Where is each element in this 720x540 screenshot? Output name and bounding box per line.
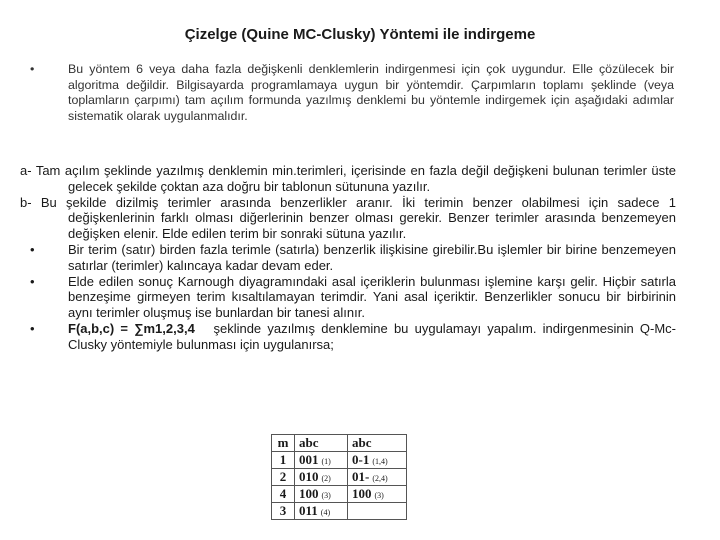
step-label: a- [20,163,32,178]
column-header: abc [348,435,407,452]
step-label: b- [20,194,32,210]
step-item [20,242,676,274]
cell-term: 010 (2) [295,469,348,486]
bullet-icon: • [30,273,35,289]
step-item [20,163,676,195]
cell-m: 1 [272,452,295,469]
cell-reduced [348,503,407,520]
column-header: abc [295,435,348,452]
cell-term: 011 (4) [295,503,348,520]
step-text: Bir terim (satır) birden fazla terimle (satırla) benzerlik ilişkisine girebilir.Bu işlemler bir birine benzemeyen satırlar (terimler) kalıncaya kadar devam eder. [68,241,676,273]
cell-reduced: 100 (3) [348,486,407,503]
step-text: Bu şekilde dizilmiş terimler arasında benzerlikler aranır. İki terimin benzer olabilmesi için sadece 1 değişkenlerinin farklı olması diğerlerinin benzer olması gerekir. Benzer terimler arasında benzemeyen değişken elenir. Elde edilen terim bir sonraki sütuna yazılır. [40,194,676,242]
step-text: Elde edilen sonuç Karnough diyagramındaki asal içeriklerin bulunması işlemine karşı gelir. Hiçbir satırla benzeşime girmeyen terim kısaltılamayan terimdir. Yani asal içeriktir. Benzerlikler sonucu bir birbirinin aynı terimler oluşmuş ise bunlardan bir tanesi alınır. [68,273,676,321]
steps-list [20,163,676,353]
quine-mccluskey-table [271,434,407,520]
cell-m: 3 [272,503,295,520]
step-item [20,195,676,242]
table-header-row [272,435,407,452]
cell-reduced: 0-1 (1,4) [348,452,407,469]
bullet-icon: • [30,62,35,76]
step-item [20,274,676,321]
bullet-icon: • [30,241,35,257]
intro-text: Bu yöntem 6 veya daha fazla değişkenli denklemlerin indirgenmesi için çok uygundur. Elle çözülecek bir algoritma değildir. Bilgisayarda programlamaya uygun bir yöntemdir. Çarpımların toplamı şeklinde (veya toplamların çarpımı) tam açılım formunda yazılmış denklemi bu yöntemle indirgemek için aşağıdaki adımlar sistematik olarak uygulanmalıdır. [68,62,674,123]
step-text: Tam açılım şeklinde yazılmış denklemin min.terimleri, içerisinde en fazla değil değişkeni bulunan terimler üste gelecek şekilde çoktan aza doğru bir tablonun sütununa yazılır. [35,163,676,194]
cell-m: 4 [272,486,295,503]
step-item [20,321,676,353]
cell-reduced: 01- (2,4) [348,469,407,486]
column-header: m [272,435,295,452]
table-row [272,503,407,520]
cell-m: 2 [272,469,295,486]
page-title: Çizelge (Quine MC-Clusky) Yöntemi ile indirgeme [184,26,536,43]
table-row [272,486,407,503]
cell-term: 001 (1) [295,452,348,469]
bullet-icon: • [30,320,35,336]
intro-paragraph [30,62,674,124]
formula: F(a,b,c) = ∑m1,2,3,4 [68,320,195,336]
cell-term: 100 (3) [295,486,348,503]
step-text: şeklinde yazılmış denklemine bu uygulamayı yapalım. indirgenmesinin Q-Mc-Clusky yöntemiyle bulunması için uygulanırsa; [68,320,677,352]
table-row [272,469,407,486]
table-row [272,452,407,469]
